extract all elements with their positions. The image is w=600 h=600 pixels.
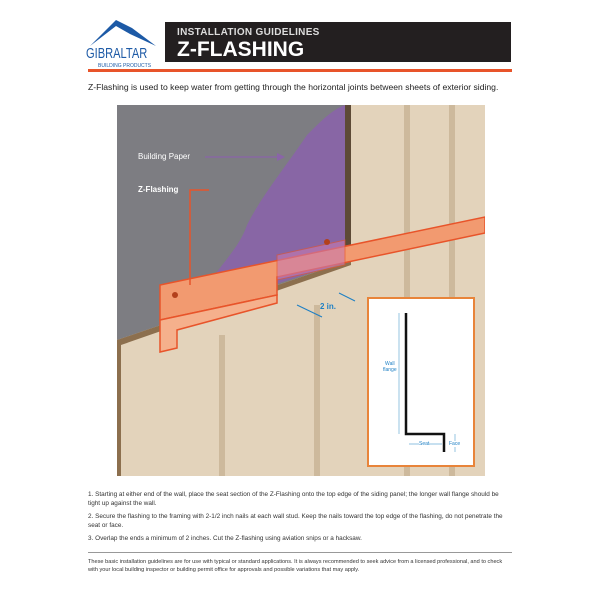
building-paper-label: Building Paper — [138, 152, 191, 161]
face-label: Face — [449, 441, 461, 447]
logo-name: GIBRALTAR — [86, 45, 148, 62]
gibraltar-logo — [86, 18, 162, 76]
intro-text: Z-Flashing is used to keep water from getting through the horizontal joints between sheets of exterior siding. — [88, 82, 499, 92]
page-title: Z-FLASHING — [177, 38, 305, 61]
overlap-dimension-label: 2 in. — [320, 302, 337, 311]
logo-tagline: BUILDING PRODUCTS — [98, 63, 152, 69]
wall-flange-label: Wall flange — [383, 361, 397, 373]
instruction-step-1: 1. Starting at either end of the wall, place the seat section of the Z-Flashing onto the top edge of the siding panel; the longer wall flange should be tight up against the wall. — [88, 491, 499, 507]
instruction-step-3: 3. Overlap the ends a minimum of 2 inches. Cut the Z-flashing using aviation snips or a hacksaw. — [88, 535, 362, 542]
disclaimer-text: These basic installation guidelines are for use with typical or standard applications. It is always recommended to seek advice from a licensed professional, and to check with your local building inspector or building permit office for approvals and possible variations that may apply. — [88, 559, 503, 573]
logo-mountain-icon — [86, 18, 162, 48]
title-banner — [165, 22, 511, 62]
instruction-step-2: 2. Secure the flashing to the framing with 2-1/2 inch nails at each wall stud. Keep the nails toward the top edge of the flashing, do not penetrate the seat or face. — [88, 513, 503, 529]
z-flashing-label: Z-Flashing — [138, 185, 179, 194]
seat-label: Seat — [419, 441, 430, 447]
header-divider — [88, 69, 512, 72]
z-flashing-illustration — [117, 105, 485, 476]
banner-kicker: INSTALLATION GUIDELINES — [177, 27, 320, 38]
footer-divider — [88, 552, 512, 553]
profile-detail-inset — [367, 297, 475, 467]
